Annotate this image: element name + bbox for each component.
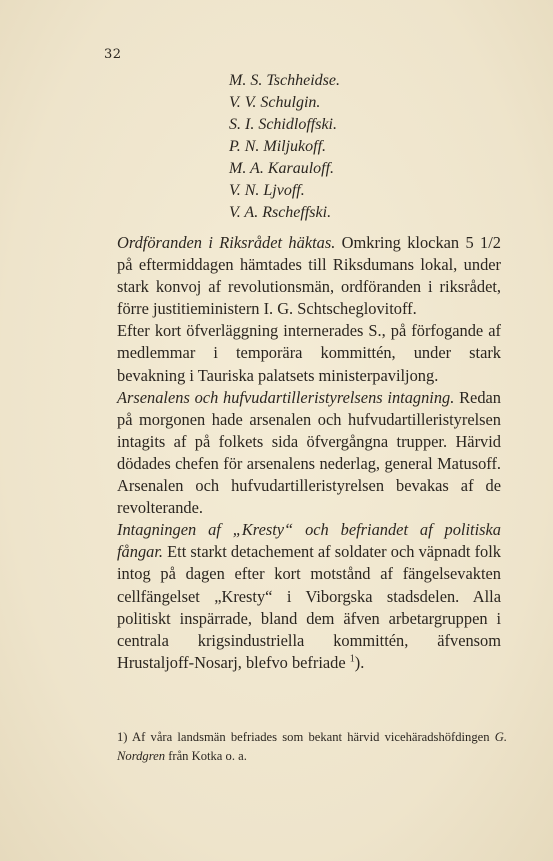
paragraph-text: ). <box>354 652 365 672</box>
list-item-name: M. S. Tschheidse. <box>229 72 340 89</box>
section-heading: Intagningen af „Kresty“ och befriandet af politiska fångar. <box>117 520 501 562</box>
paragraph-arsenalens <box>117 387 501 520</box>
paragraph-text: Efter kort öfverläggning internerades S., på förfogande af medlemmar i temporära kommittén, under stark bevakning i Tauriska palatsets ministerpaviljong. <box>117 321 501 385</box>
list-item-name: M. A. Karauloff. <box>229 160 335 177</box>
page-number: 32 <box>104 47 122 62</box>
list-item-name: V. V. Schulgin. <box>229 94 321 111</box>
paragraph-text: på eftermiddagen hämtades till Riksdumans lokal, under stark konvoj af revolutionsmän, ordföranden i riksrådet, förre justitieministern I. G. Schtscheglovitoff. <box>117 255 501 319</box>
footnote-text: Af våra landsmän befriades som bekant härvid vicehäradshöfdingen <box>127 730 495 744</box>
section-heading: Ordföranden i Riksrådet häktas. <box>117 233 336 252</box>
paragraph-efter <box>117 320 501 386</box>
footnote-marker: 1) <box>117 730 128 744</box>
paragraph-text: Redan på morgonen hade arsenalen och hufvudartilleristyrelsen intagits af på folkets sida öfvergångna trupper. Härvid dödades chefen för arsenalens nederlag, general Matusoff. Arsenalen och hufvudartilleristyrelsen bevakas af de revolterande. <box>117 387 501 518</box>
footnote-name: G. Nordgren <box>117 730 507 763</box>
list-item-name: S. I. Schidloffski. <box>229 116 337 133</box>
section-heading: Arsenalens och hufvudartilleristyrelsens intagning. <box>117 387 455 407</box>
body-text <box>117 232 501 674</box>
footnote-text: från Kotka o. a. <box>165 749 247 763</box>
list-item-name: V. A. Rscheffski. <box>229 204 332 221</box>
paragraph-text: Omkring klockan 5 <box>335 233 474 252</box>
list-item-name: V. N. Ljvoff. <box>229 182 305 199</box>
paragraph-intagningen <box>117 519 501 674</box>
list-item-name: P. N. Miljukoff. <box>229 138 327 155</box>
paragraph-text: Ett starkt detachement af soldater och väpnadt folk intog på dagen efter kort motstånd af fängelsevakten cellfängelset „Kresty“ i Viborgska stadsdelen. Alla politiskt inspärrade, bland dem äfven arbetargruppen i centrala krigsindustriella kommittén, äfvensom Hrustaljoff-Nosarj, blefvo befriade <box>117 542 501 672</box>
fraction: 1/2 <box>480 233 501 252</box>
footnote-reference[interactable]: 1 <box>349 653 355 665</box>
footnote <box>117 728 507 766</box>
paragraph-ordforanden <box>117 232 501 320</box>
